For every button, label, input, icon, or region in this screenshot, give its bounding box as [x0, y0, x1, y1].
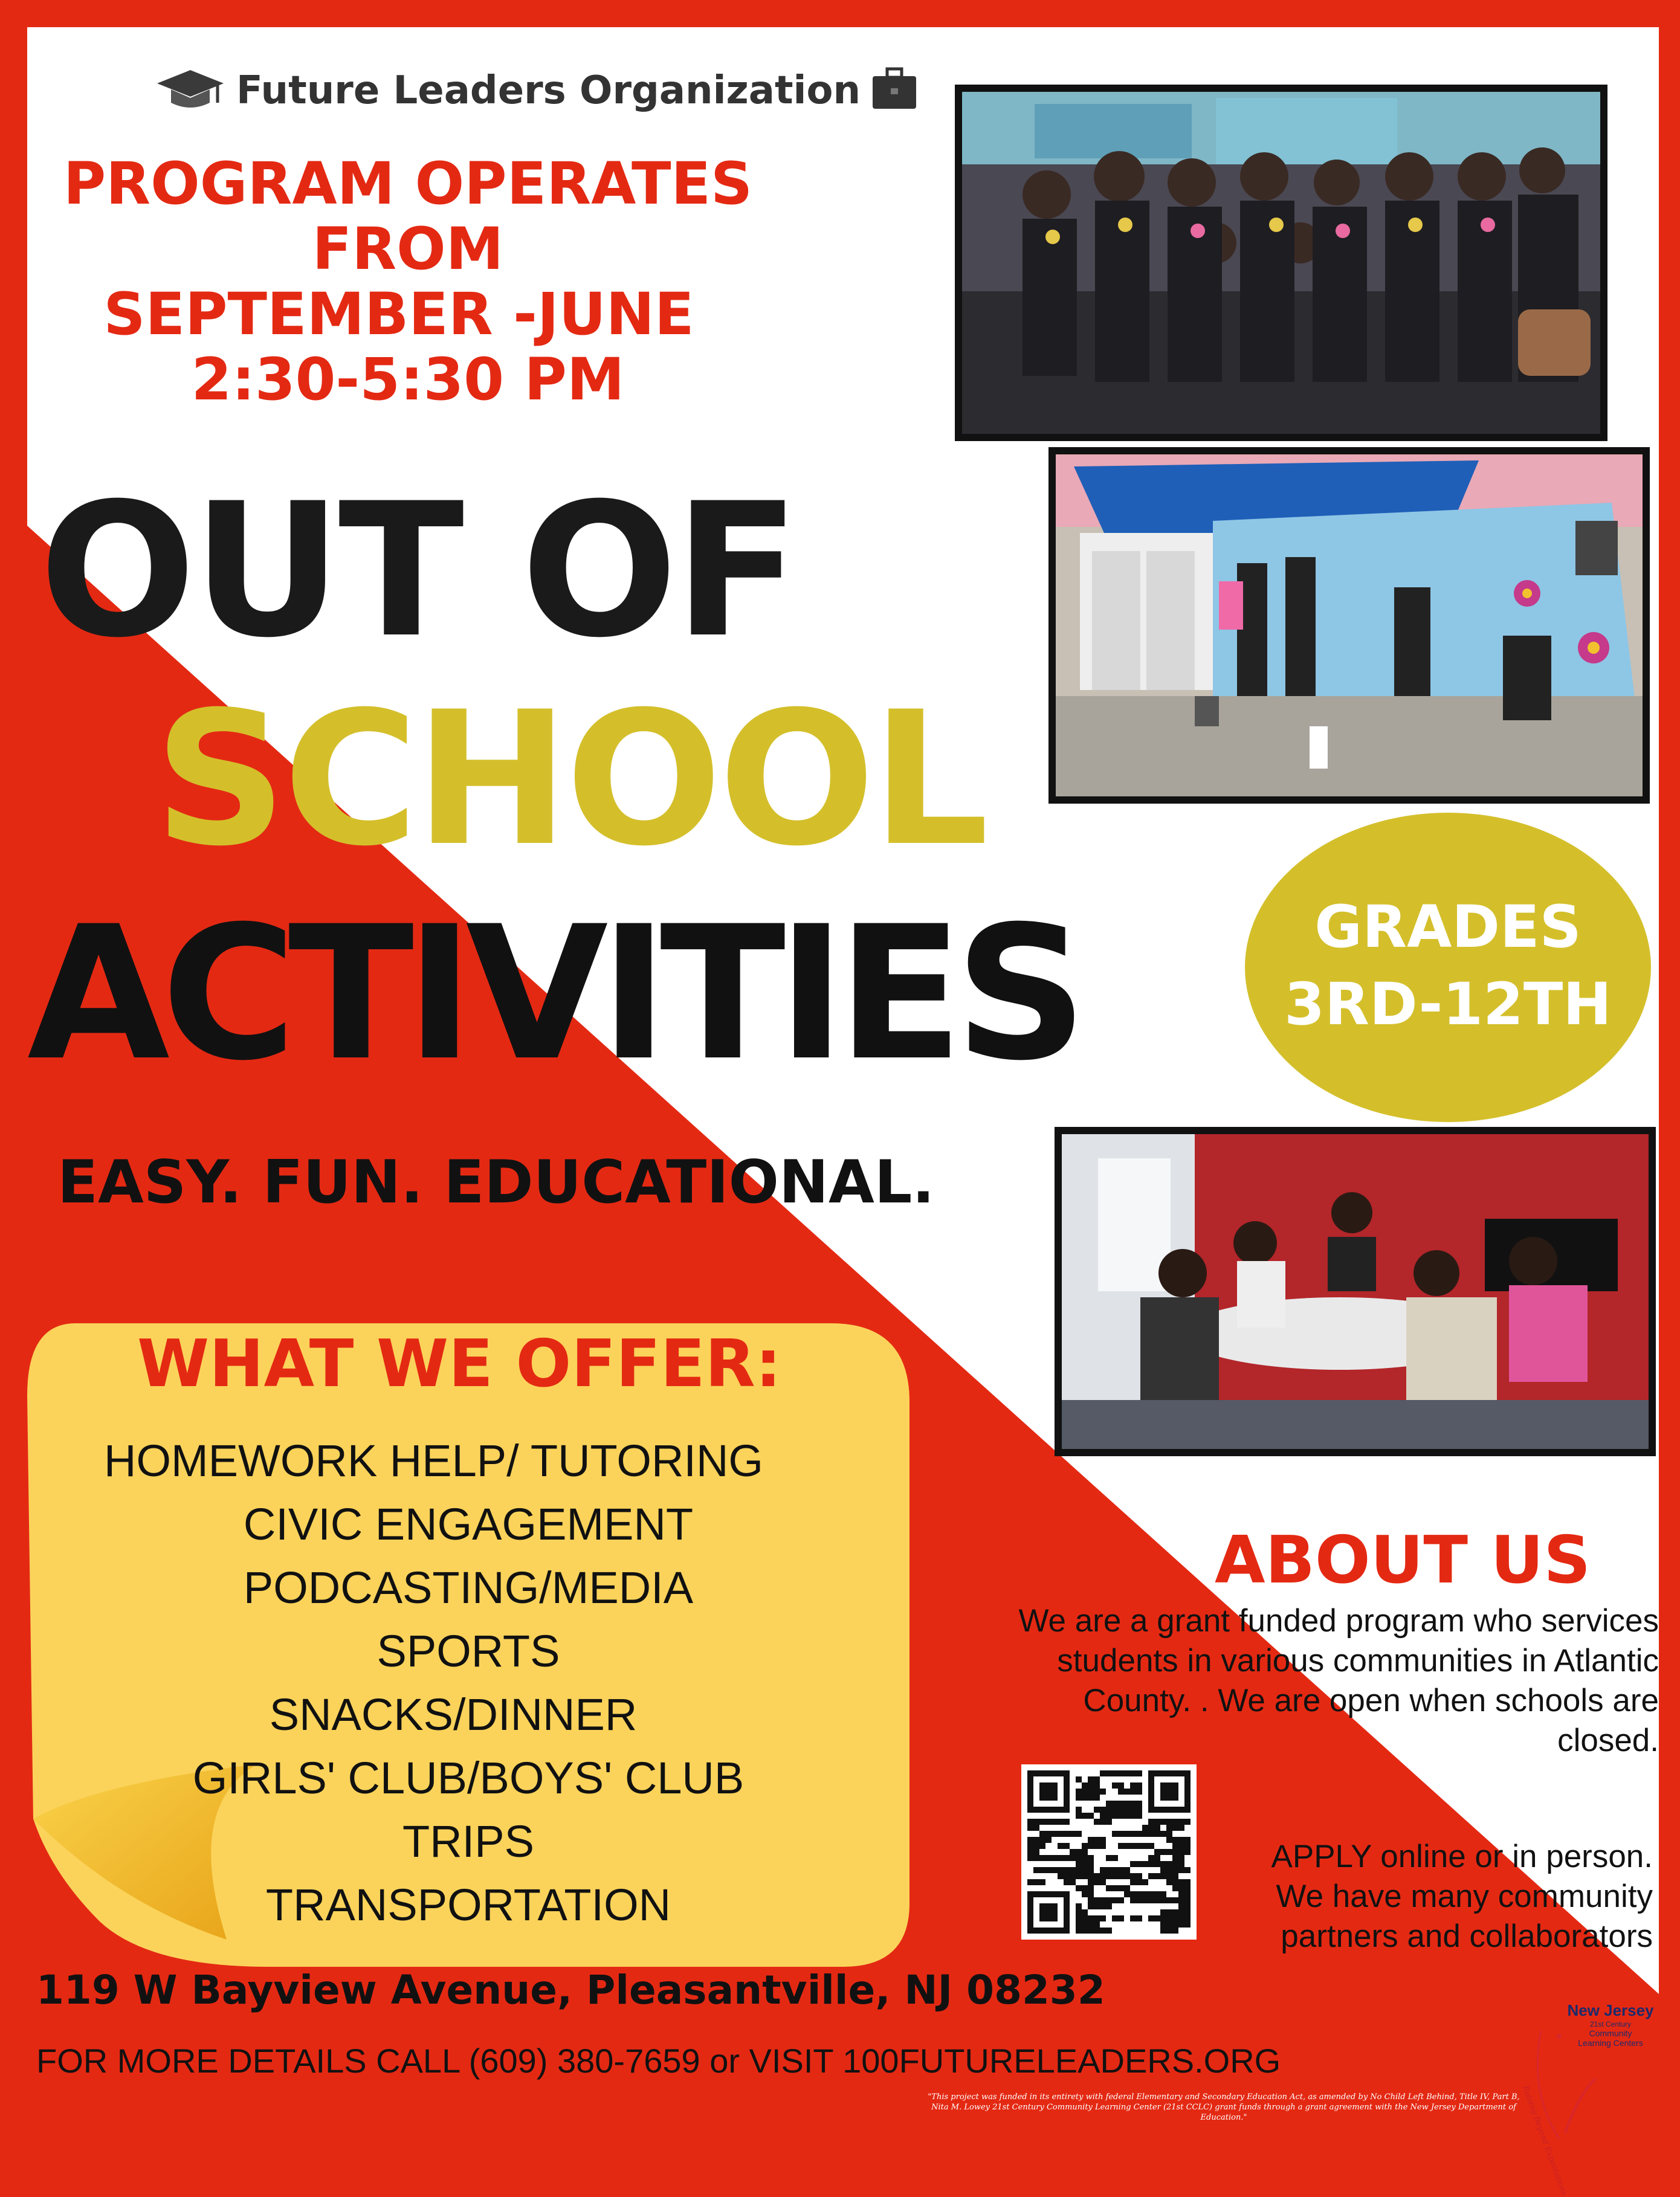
- nj-logo-line-3: Community: [1589, 2028, 1632, 2038]
- apply-text: [1203, 1837, 1653, 1957]
- funding-disclaimer: "This project was funded in its entirety with federal Elementary and Secondary Education Act, as amended by No Child Left Behind, Title IV, Part B, Nita M. Lowey 21st Century Community Learning Center (21st CCLC) grant funds through a grant agreement with the New Jersey Department of Education.": [928, 2092, 1520, 2122]
- schedule-line-1: PROGRAM OPERATES: [63, 150, 753, 218]
- mural-photo: [1048, 447, 1650, 804]
- grades-line-1: GRADES: [1314, 893, 1581, 961]
- schedule-line-4: 2:30-5:30 PM: [191, 346, 625, 413]
- title-line-1: OUT OF: [39, 463, 796, 678]
- org-header: [154, 60, 903, 121]
- about-title: ABOUT US: [1215, 1523, 1591, 1598]
- tagline: EASY. FUN. EDUCATIONAL.: [57, 1148, 935, 1217]
- offer-item: TRANSPORTATION: [265, 1880, 671, 1930]
- nj-logo-arc: Raising Beyond Expectations: [1520, 2085, 1569, 2197]
- schedule-block: [60, 151, 755, 412]
- apply-line: APPLY online or in person.: [1271, 1839, 1653, 1874]
- grades-line-2: 3RD-12TH: [1284, 970, 1612, 1038]
- about-line: We are a grant funded program who services: [1018, 1603, 1659, 1639]
- schedule-line-3: SEPTEMBER -JUNE: [103, 280, 694, 348]
- about-line: students in various communities in Atlantic: [1057, 1643, 1659, 1679]
- apply-line: We have many community: [1276, 1879, 1653, 1914]
- graduation-cap-icon: [154, 65, 227, 116]
- offer-item: TRIPS: [402, 1816, 534, 1866]
- address: 119 W Bayview Avenue, Pleasantville, NJ 08232: [36, 1967, 1105, 2013]
- offers-list: [27, 1429, 909, 1937]
- nj-logo-line-1: New Jersey: [1567, 2001, 1654, 2019]
- offer-item: SNACKS/DINNER: [269, 1689, 638, 1740]
- offer-item: HOMEWORK HELP/ TUTORING: [104, 1436, 763, 1486]
- about-line: closed.: [1557, 1723, 1659, 1758]
- schedule-line-2: FROM: [312, 215, 504, 283]
- briefcase-icon: [870, 65, 919, 116]
- offer-item: CIVIC ENGAGEMENT: [243, 1499, 694, 1549]
- nj-cclc-logo: [1520, 1994, 1659, 2197]
- nj-logo-line-4: Learning Centers: [1578, 2038, 1643, 2048]
- podcast-photo: [1055, 1127, 1656, 1456]
- org-name: Future Leaders Organization: [236, 68, 861, 113]
- offer-item: GIRLS' CLUB/BOYS' CLUB: [192, 1753, 745, 1803]
- qr-code[interactable]: [1021, 1764, 1197, 1940]
- offer-item: PODCASTING/MEDIA: [243, 1563, 694, 1613]
- offers-title: WHAT WE OFFER:: [137, 1326, 781, 1402]
- grades-badge: [1245, 813, 1651, 1122]
- offer-item: SPORTS: [376, 1626, 560, 1676]
- apply-line: partners and collaborators: [1281, 1918, 1653, 1954]
- title-line-2: SCHOOL: [154, 672, 986, 886]
- title-line-3: ACTIVITIES: [27, 886, 1079, 1101]
- about-text: [906, 1601, 1659, 1761]
- contact-details[interactable]: FOR MORE DETAILS CALL (609) 380-7659 or VISIT 100FUTURELEADERS.ORG: [36, 2042, 1281, 2080]
- nj-logo-line-2: 21st Century: [1589, 2020, 1632, 2028]
- group-photo: [955, 85, 1607, 441]
- about-line: County. . We are open when schools are: [1083, 1683, 1659, 1718]
